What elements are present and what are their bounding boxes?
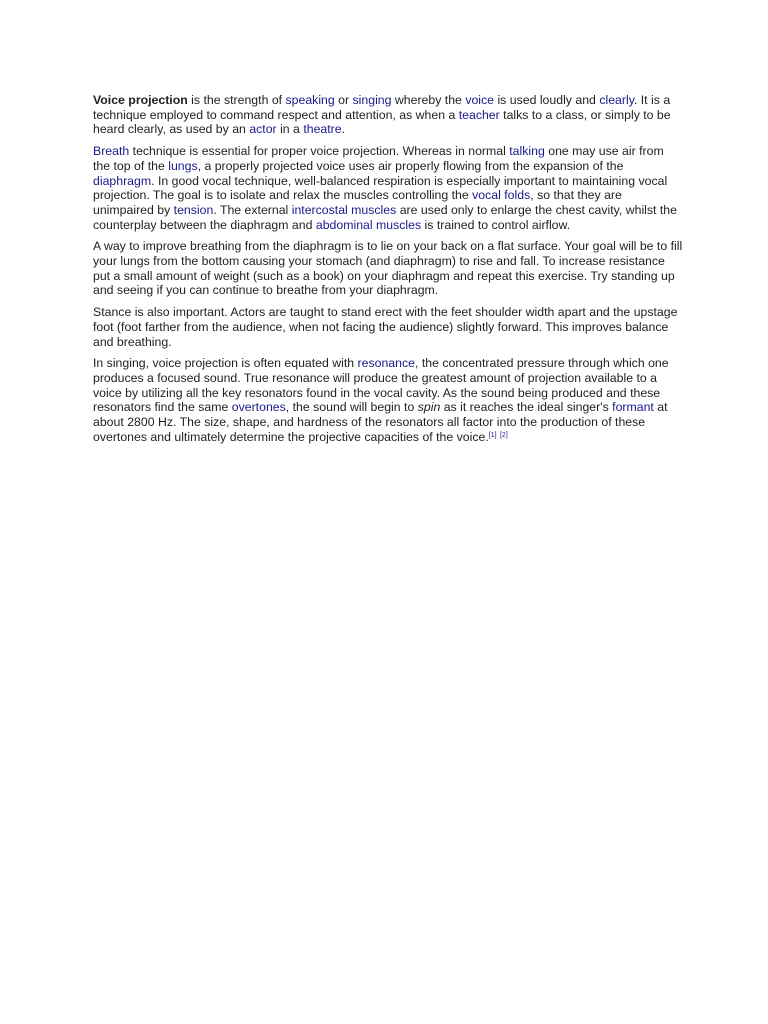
text-run: . In good vocal technique, well-balanced respiration is especially important to maintaining vocal projection. The goal is to isolate and relax the muscles controlling the [93,173,668,203]
text-run: at about 2800 Hz. The size, shape, and hardness of the resonators all factor into the production of these overtones and ultimately determine the projective capacities of the voice. [93,400,668,444]
link-tension[interactable]: tension [173,202,214,217]
paragraph-stance: Stance is also important. Actors are taught to stand erect with the feet shoulder width apart and the upstage foot (foot farther from the audience, when not facing the audience) slightly forward. This improves balance and breathing. [93,305,678,349]
citation-link-2[interactable]: [2] [499,431,508,439]
link-voice[interactable]: voice [465,93,495,107]
link-teacher[interactable]: teacher [458,107,500,122]
paragraph-singing-resonance [93,356,683,444]
citation-link-1[interactable]: [1] [488,431,497,439]
paragraph-breath [93,144,683,232]
article-term: Voice projection [93,93,188,107]
link-clearly[interactable]: clearly [599,93,634,107]
link-diaphragm[interactable]: diaphragm [93,173,152,188]
text-run: . [341,122,346,137]
link-vocal-folds[interactable]: vocal folds [472,188,531,203]
text-run: is used loudly and [494,93,600,107]
text-run: , a properly projected voice uses air properly flowing from the expansion of the [197,158,624,173]
text-run: whereby the [391,93,466,107]
link-speaking[interactable]: speaking [285,93,335,107]
link-actor[interactable]: actor [249,122,277,137]
link-overtones[interactable]: overtones [231,400,286,415]
emphasis-spin: spin [417,400,441,415]
paragraph-intro [93,93,683,137]
link-intercostal-muscles[interactable]: intercostal muscles [291,202,397,217]
text-run: technique is essential for proper voice projection. Whereas in normal [129,144,510,159]
text-run: as it reaches the ideal singer's [440,400,613,415]
text-run: , the sound will begin to [285,400,418,415]
link-lungs[interactable]: lungs [168,158,198,173]
text-run: . It is a technique employed to command respect and attention, as when a [93,93,671,122]
text-run: talks to a class, or simply to be heard clearly, as used by an [93,107,671,137]
text-run: or [334,93,353,107]
text-run: In singing, voice projection is often equated with [93,356,358,371]
text-run: is the strength of [187,93,286,107]
link-theatre[interactable]: theatre [303,122,342,137]
text-run: in a [276,122,304,137]
text-run: , so that they are unimpaired by [93,188,622,217]
text-run: one may use air from the top of the [93,144,664,173]
link-singing[interactable]: singing [352,93,392,107]
citation-2 [500,432,508,439]
paragraph-breathing-exercise: A way to improve breathing from the diaphragm is to lie on your back on a flat surface. Your goal will be to fill your lungs from the bottom causing your stomach (and diaphragm) to rise and fall. To increase resistance put a small amount of weight (such as a book) on your diaphragm and repeat this exercise. Try standing up and seeing if you can continue to breathe from your diaphragm. [93,239,683,298]
text-run: is trained to control airflow. [421,217,571,232]
link-breath[interactable]: Breath [93,144,130,159]
link-talking[interactable]: talking [509,144,545,159]
link-resonance[interactable]: resonance [357,356,415,371]
link-formant[interactable]: formant [612,400,654,415]
link-abdominal-muscles[interactable]: abdominal muscles [315,217,422,232]
citation-1 [489,432,497,439]
text-run: , the concentrated pressure through which one produces a focused sound. True resonance will produce the greatest amount of projection available to a voice by utilizing all the key resonators found in the vocal cavity. As the sound being produced and these resonators find the same [93,356,669,415]
article-body [93,93,683,451]
text-run: . The external [213,202,292,217]
text-run: are used only to enlarge the chest cavity, whilst the counterplay between the diaphragm and [93,202,677,232]
